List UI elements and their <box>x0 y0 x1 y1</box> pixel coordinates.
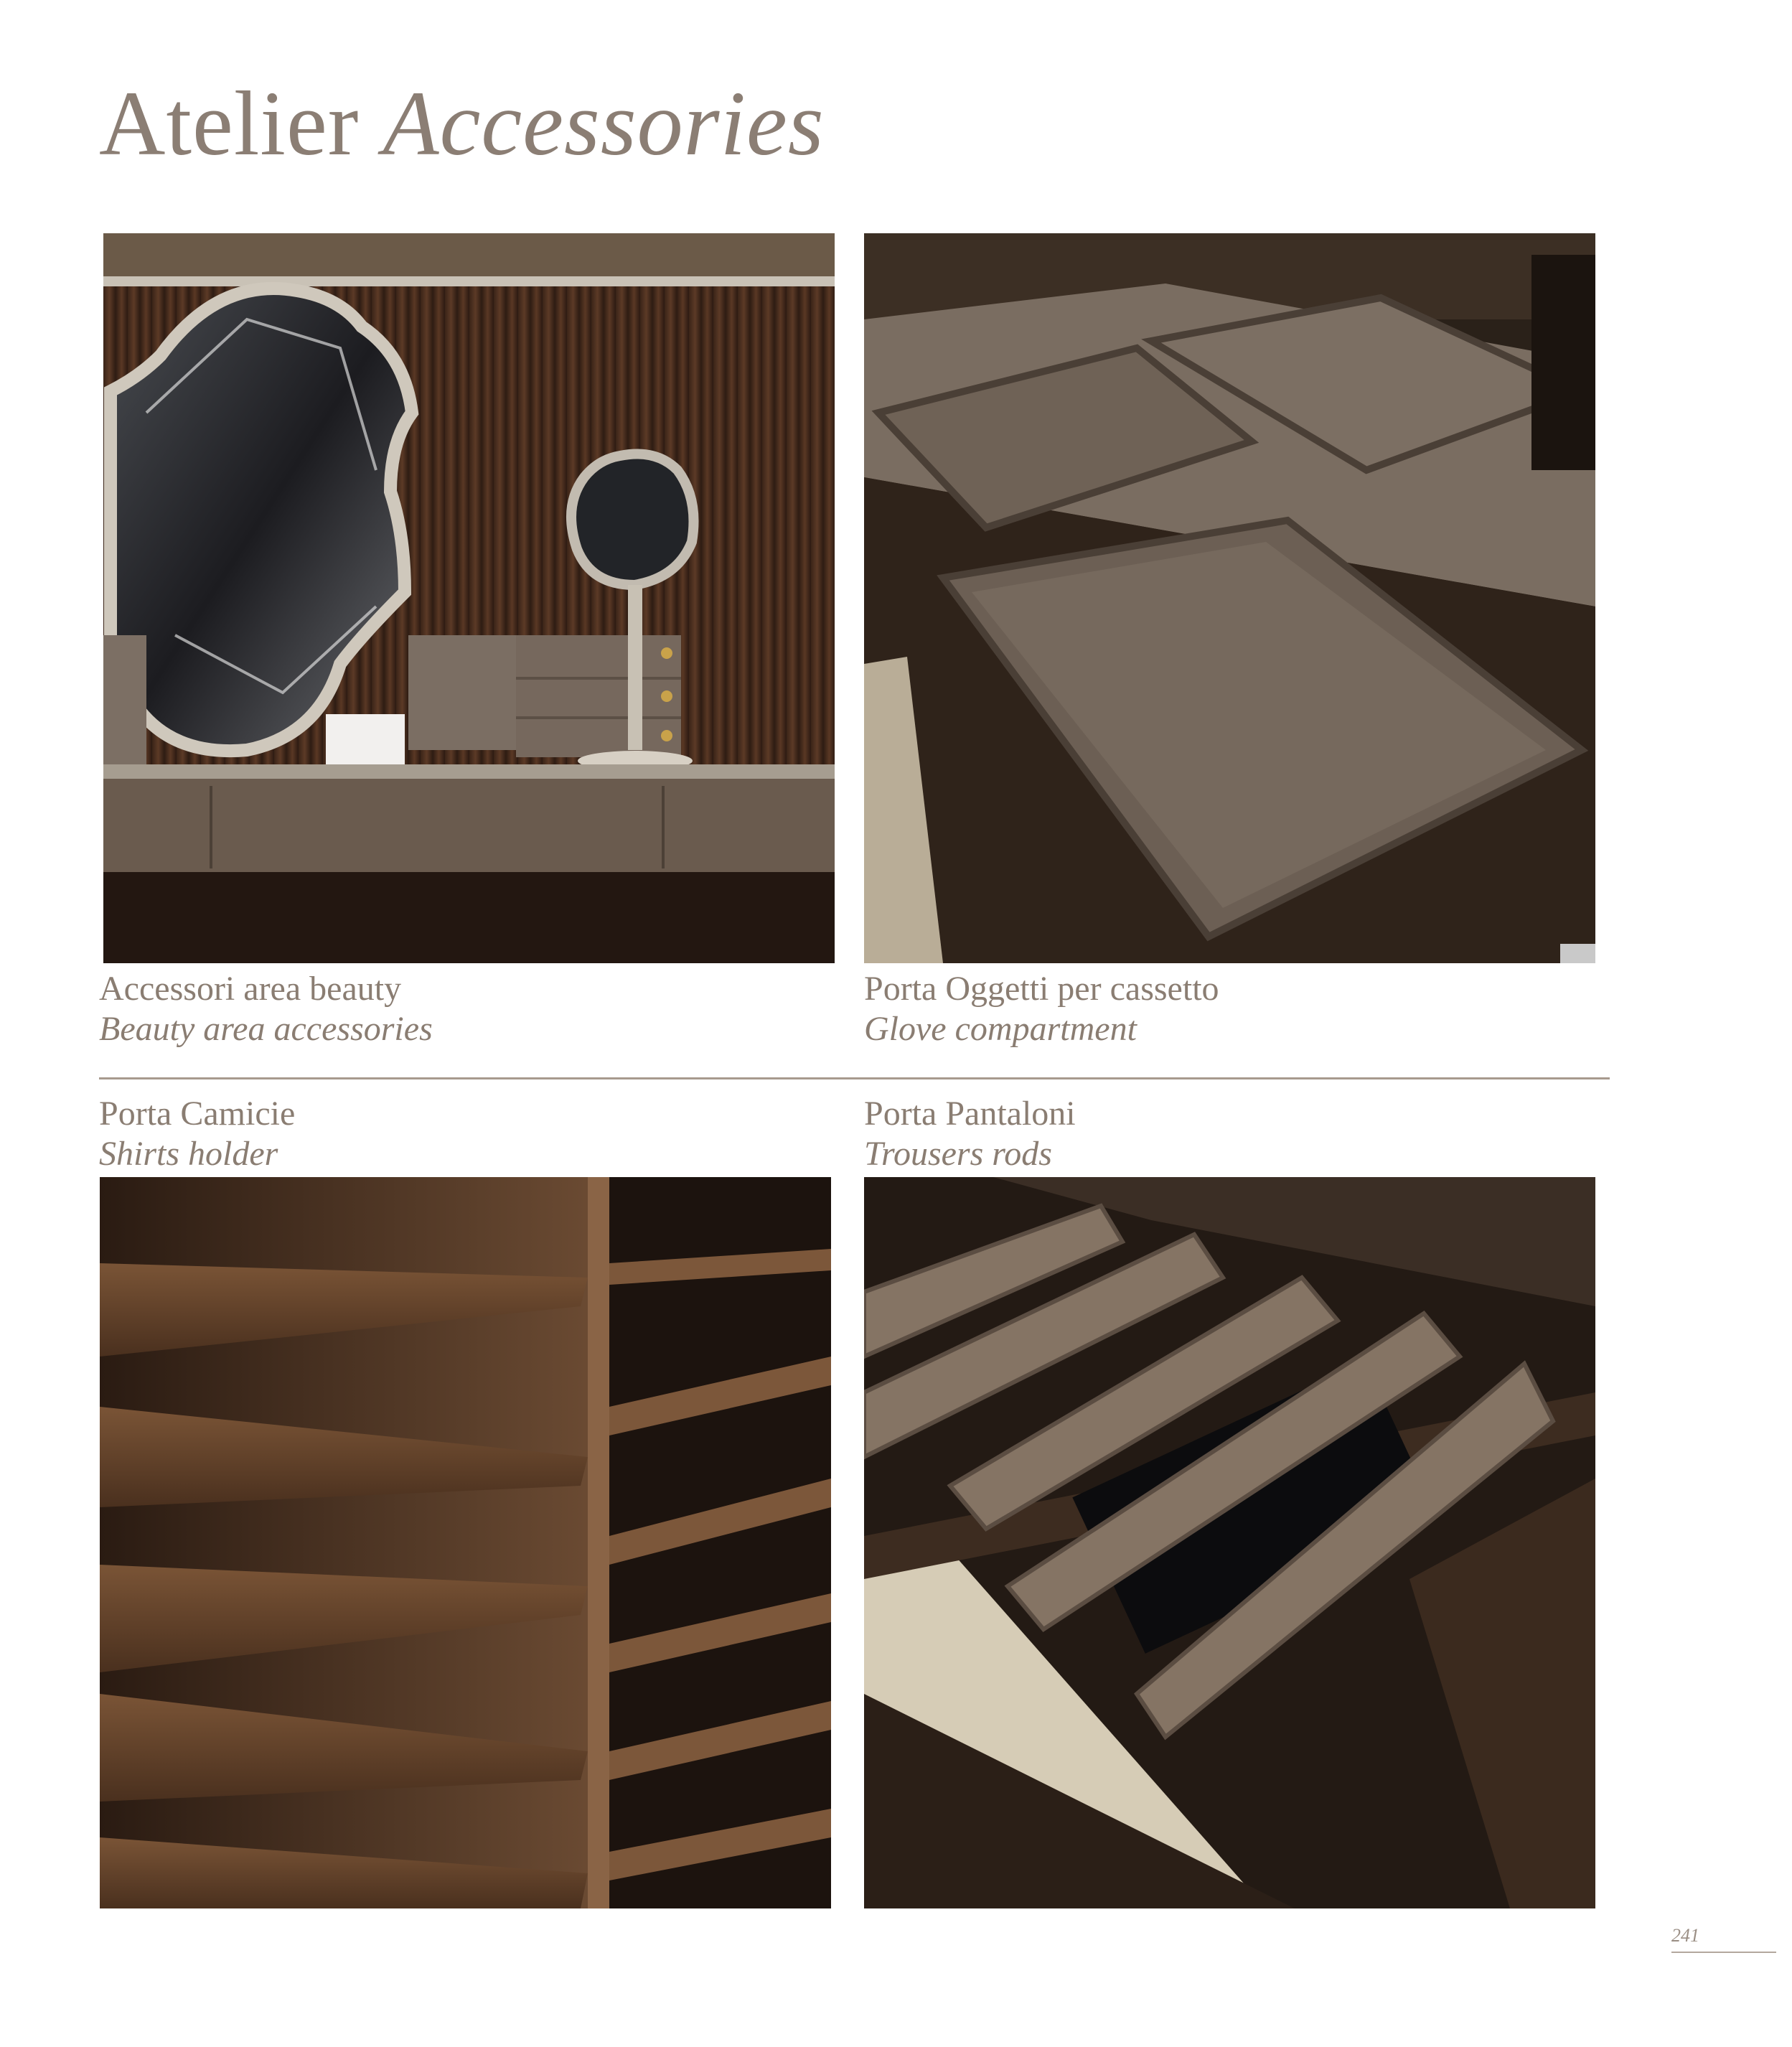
glove-compartment-photo <box>864 233 1595 963</box>
trousers-rods-caption <box>864 1097 1076 1171</box>
shirts-holder-caption <box>99 1097 295 1171</box>
trousers-rods-photo <box>864 1177 1595 1908</box>
page-number-rule <box>1671 1952 1776 1953</box>
shirts-holder-photo <box>100 1177 831 1908</box>
page-title-italic: Accessories <box>383 72 825 174</box>
beauty-area-subtitle: Beauty area accessories <box>99 1010 433 1048</box>
shirts-holder-subtitle: Shirts holder <box>99 1135 278 1173</box>
beauty-area-photo <box>103 233 835 963</box>
beauty-area-caption <box>99 972 433 1046</box>
shirts-holder-title: Porta Camicie <box>99 1095 296 1133</box>
glove-compartment-subtitle: Glove compartment <box>864 1010 1137 1048</box>
glove-compartment-caption <box>864 972 1219 1046</box>
beauty-area-title: Accessori area beauty <box>99 970 402 1008</box>
glove-compartment-title: Porta Oggetti per cassetto <box>864 970 1219 1008</box>
page-title <box>99 72 825 174</box>
glove-compartment-illustration <box>864 233 1595 963</box>
page-number: 241 <box>1671 1925 1699 1946</box>
trousers-rods-title: Porta Pantaloni <box>864 1095 1076 1133</box>
shirts-holder-illustration <box>100 1177 831 1908</box>
section-divider <box>99 1077 1610 1079</box>
trousers-rods-subtitle: Trousers rods <box>864 1135 1052 1173</box>
trousers-rods-illustration <box>864 1177 1595 1908</box>
page-title-regular: Atelier <box>99 72 360 174</box>
beauty-area-illustration <box>103 233 835 963</box>
